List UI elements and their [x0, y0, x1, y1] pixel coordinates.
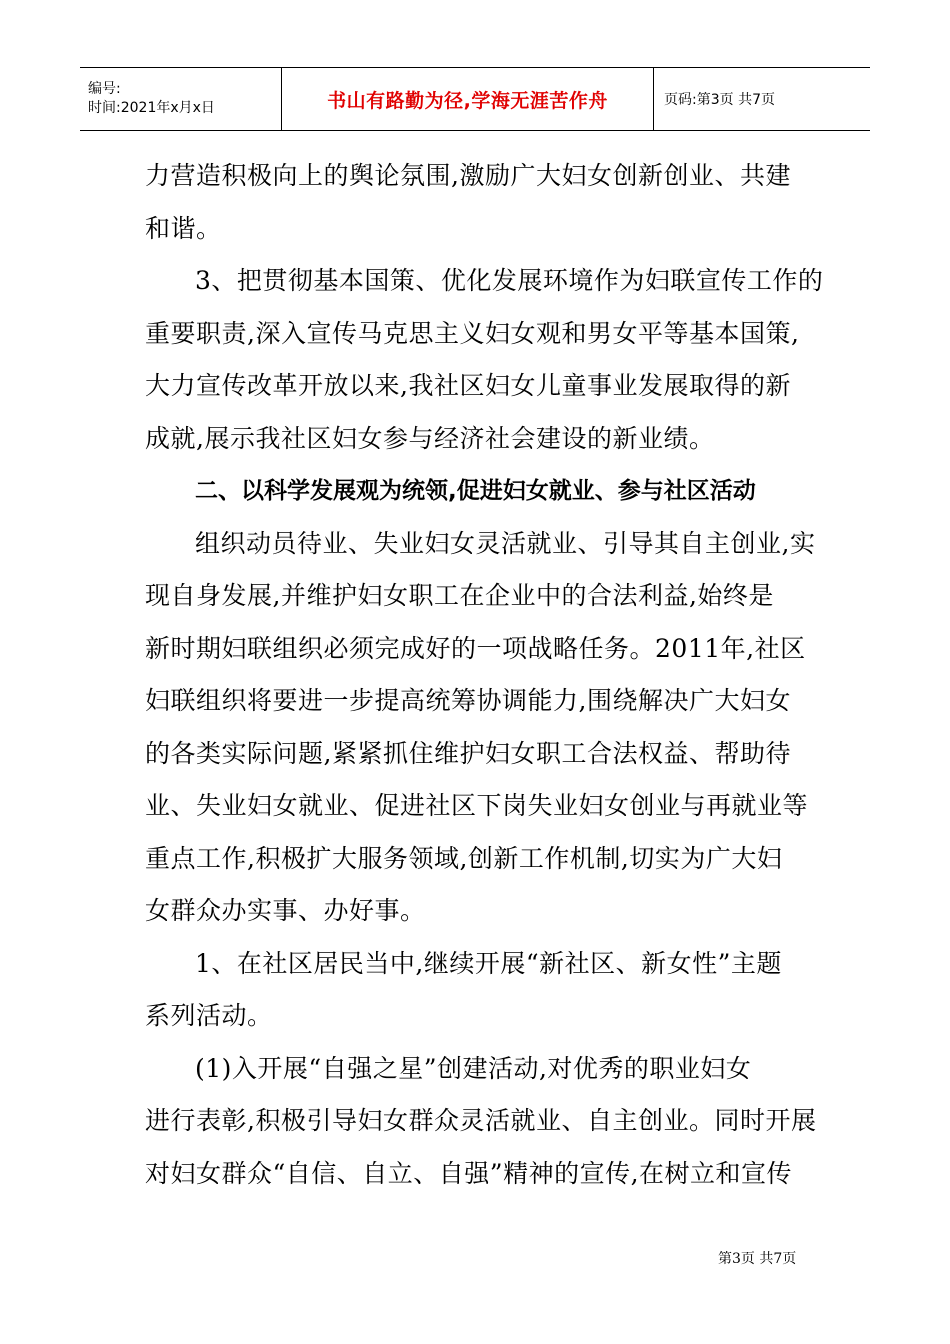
body-line: 妇联组织将要进一步提高统筹协调能力,围绕解决广大妇女 [145, 686, 791, 715]
header-motto: 书山有路勤为径,学海无涯苦作舟 [282, 68, 654, 130]
section-heading: 二、以科学发展观为统领,促进妇女就业、参与社区活动 [195, 478, 756, 504]
body-line: 业、失业妇女就业、促进社区下岗失业妇女创业与再就业等 [145, 791, 809, 820]
body-line: 现自身发展,并维护妇女职工在企业中的合法利益,始终是 [145, 581, 774, 610]
page-header [80, 67, 870, 131]
body-line: 和谐。 [145, 213, 222, 243]
body-line: 系列活动。 [145, 1001, 273, 1030]
body-line: 重点工作,积极扩大服务领域,创新工作机制,切实为广大妇 [145, 843, 783, 873]
document-time-label: 时间:2021年x月x日 [88, 100, 215, 116]
body-line: 1、在社区居民当中,继续开展“新社区、新女性”主题 [195, 948, 782, 978]
body-line: 3、把贯彻基本国策、优化发展环境作为妇联宣传工作的 [195, 266, 824, 295]
body-line: 大力宣传改革开放以来,我社区妇女儿童事业发展取得的新 [145, 371, 791, 400]
header-page-number: 页码:第3页 共7页 [664, 92, 775, 108]
document-number-label: 编号: [88, 81, 121, 97]
page-footer-number: 第3页 共7页 [718, 1251, 797, 1267]
body-line: 重要职责,深入宣传马克思主义妇女观和男女平等基本国策, [145, 318, 800, 348]
body-line: 成就,展示我社区妇女参与经济社会建设的新业绩。 [145, 423, 715, 453]
body-line: 对妇女群众“自信、自立、自强”精神的宣传,在树立和宣传 [145, 1158, 793, 1188]
document-body [145, 150, 824, 1200]
body-line: 力营造积极向上的舆论氛围,激励广大妇女创新创业、共建 [145, 161, 791, 190]
header-meta [80, 68, 282, 130]
body-line: 的各类实际问题,紧紧抓住维护妇女职工合法权益、帮助待 [145, 738, 791, 768]
body-line: 组织动员待业、失业妇女灵活就业、引导其自主创业,实 [195, 528, 816, 558]
body-line: 女群众办实事、办好事。 [145, 896, 426, 925]
body-line: (1)入开展“自强之星”创建活动,对优秀的职业妇女 [195, 1053, 752, 1083]
body-line: 进行表彰,积极引导妇女群众灵活就业、自主创业。同时开展 [145, 1106, 817, 1135]
body-line: 新时期妇联组织必须完成好的一项战略任务。2011年,社区 [145, 633, 806, 663]
